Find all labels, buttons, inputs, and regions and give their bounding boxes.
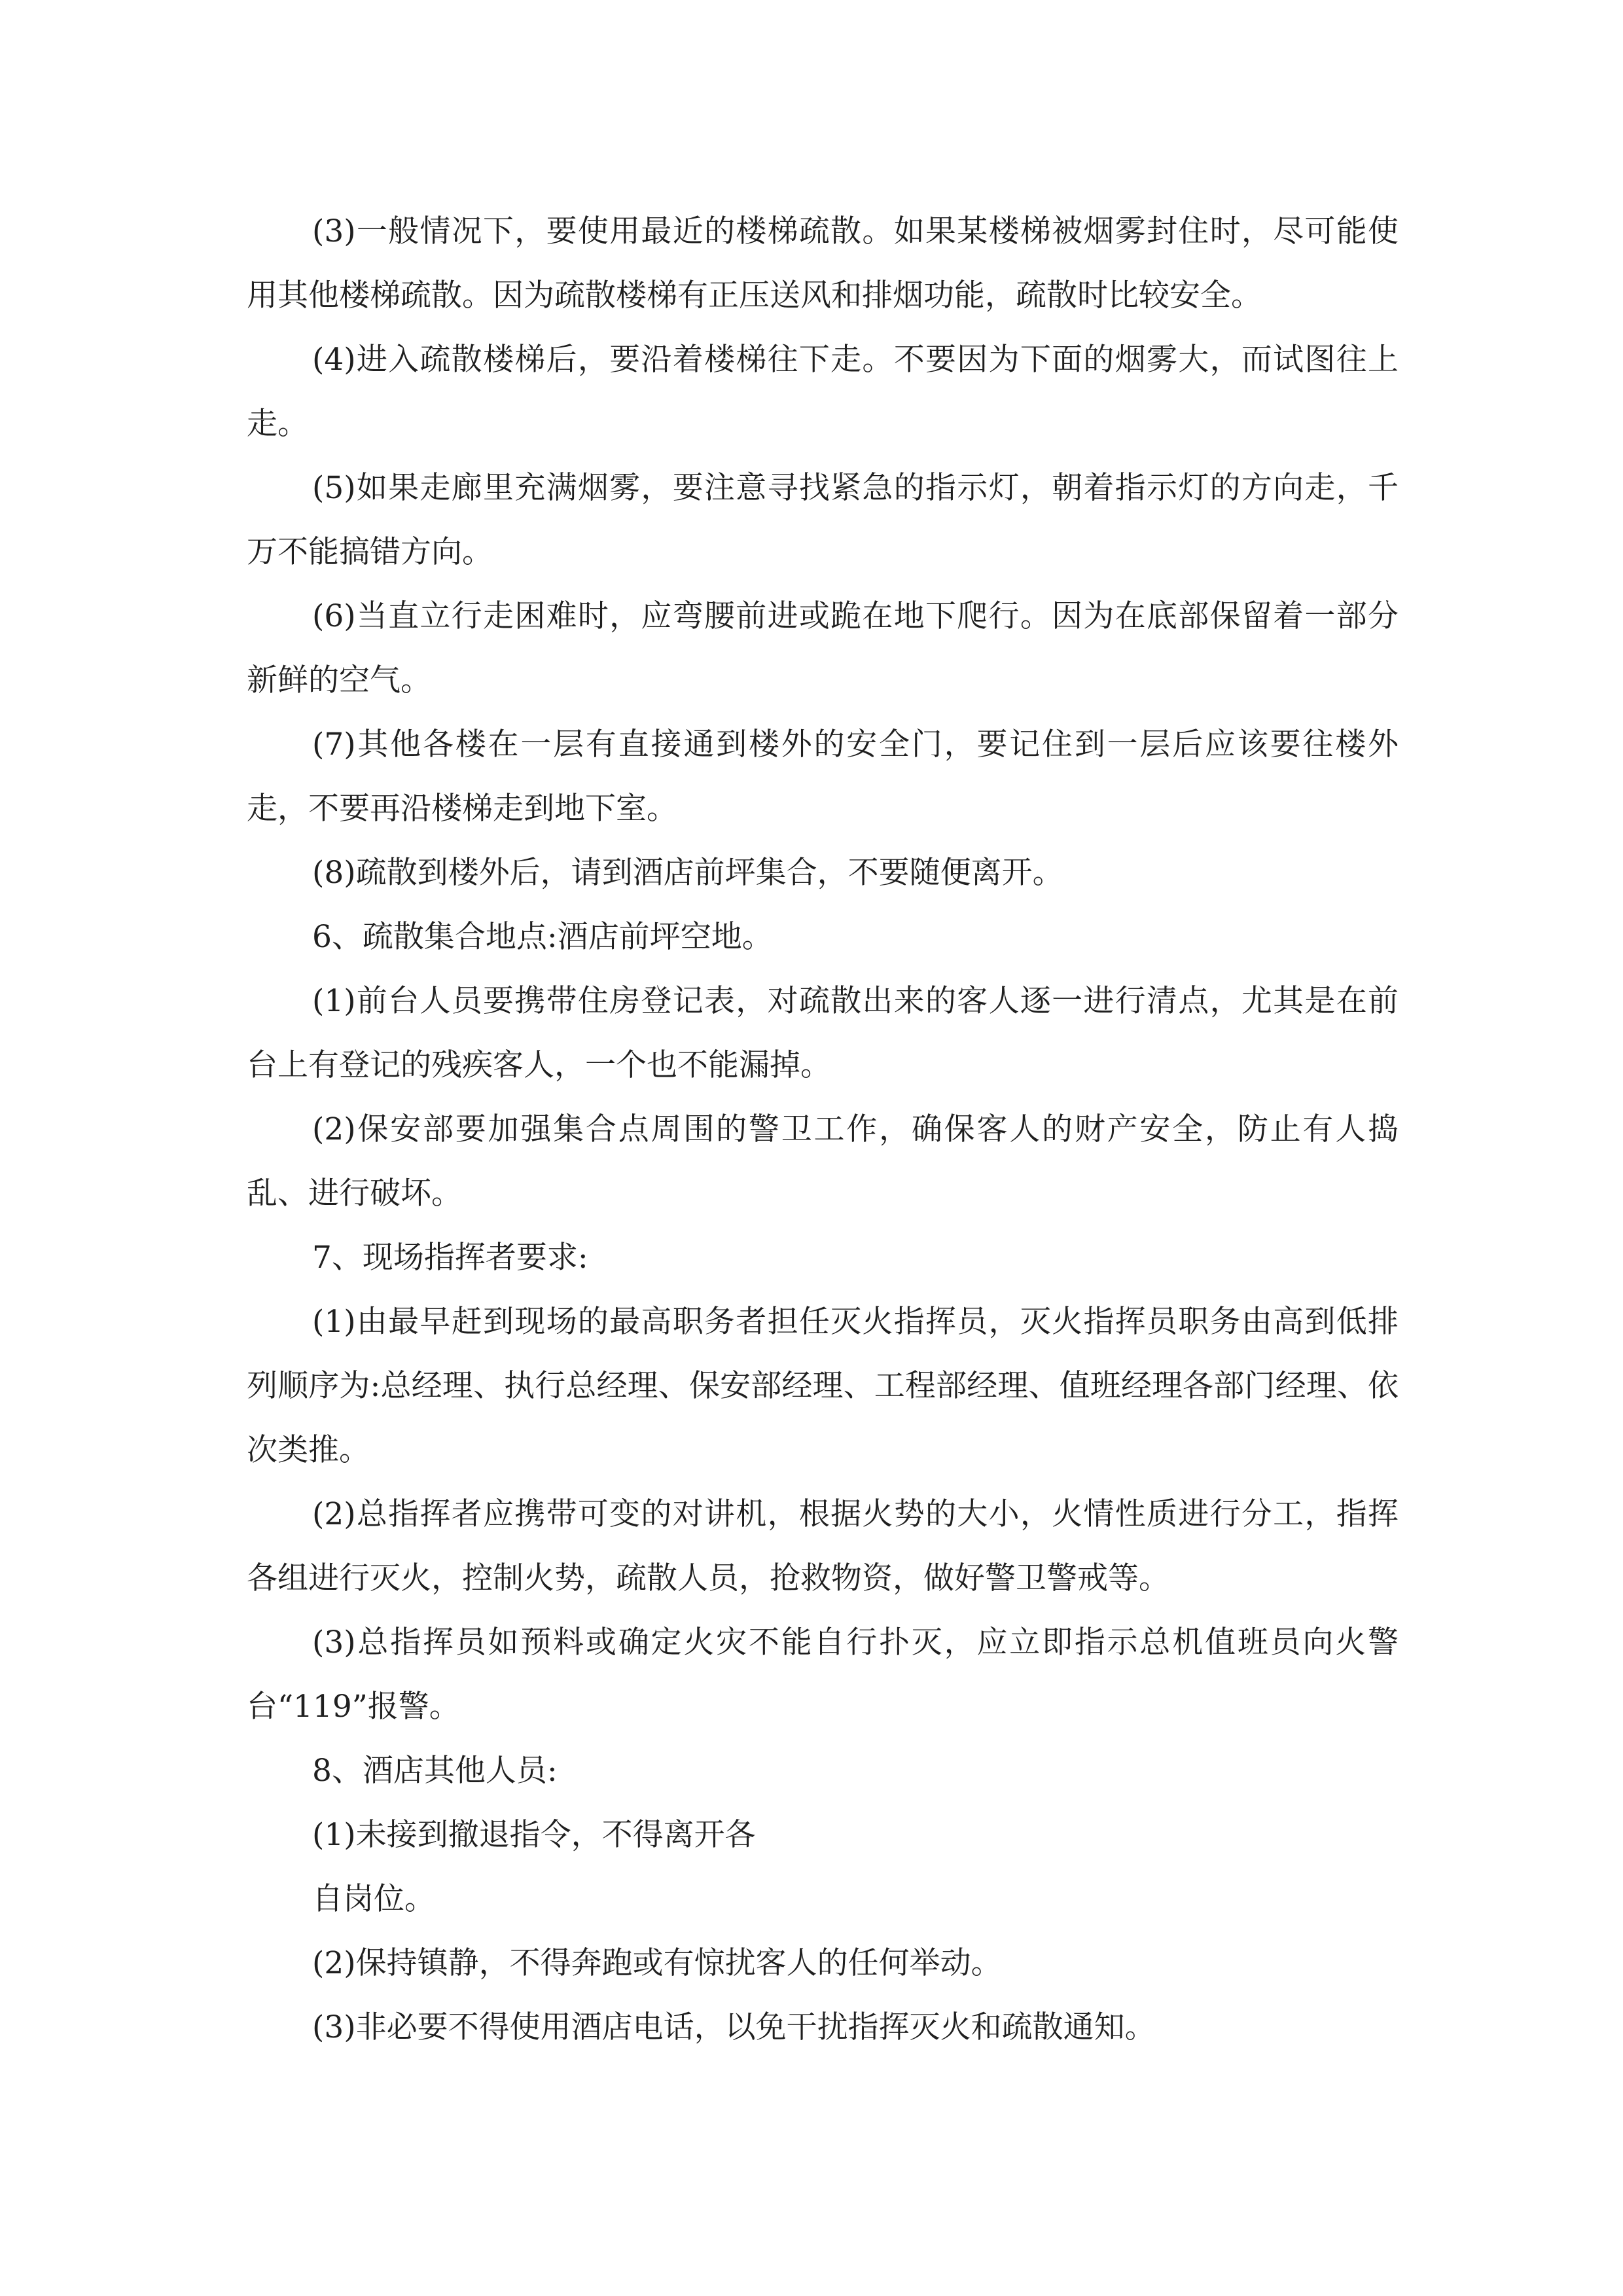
paragraph-gather-outside: (8)疏散到楼外后，请到酒店前坪集合，不要随便离开。 (312, 855, 1063, 891)
paragraph-crawl-low: (6)当直立行走困难时，应弯腰前进或跪在地下爬行。因为在底部保留着一部分新鲜的空气。 (247, 598, 1399, 698)
paragraph-phone-usage: (3)非必要不得使用酒店电话，以免干扰指挥灭火和疏散通知。 (312, 2009, 1156, 2045)
paragraph-stay-at-post-continued: 自岗位。 (312, 1881, 435, 1917)
paragraph-commander-order: (1)由最早赶到现场的最高职务者担任灭火指挥员，灭火指挥员职务由高到低排列顺序为:总经理、执行总经理、保安部经理、工程部经理、值班经理各部门经理、依次类推。 (247, 1304, 1399, 1468)
paragraph-commander-radio: (2)总指挥者应携带可变的对讲机，根据火势的大小，火情性质进行分工，指挥各组进行灭火，控制火势，疏散人员，抢救物资，做好警卫警戒等。 (247, 1496, 1399, 1596)
paragraph-stay-at-post: (1)未接到撤退指令，不得离开各 (312, 1817, 756, 1853)
paragraph-call-119: (3)总指挥员如预料或确定火灾不能自行扑灭，应立即指示总机值班员向火警台“119”报警。 (247, 1624, 1399, 1725)
paragraph-stair-evacuation: (3)一般情况下，要使用最近的楼梯疏散。如果某楼梯被烟雾封住时，尽可能使用其他楼梯疏散。因为疏散楼梯有正压送风和排烟功能，疏散时比较安全。 (247, 213, 1399, 314)
document-body (247, 200, 1399, 2060)
paragraph-safety-door: (7)其他各楼在一层有直接通到楼外的安全门，要记住到一层后应该要往楼外走，不要再沿楼梯走到地下室。 (247, 726, 1399, 827)
paragraph-go-down-stairs: (4)进入疏散楼梯后，要沿着楼梯往下走。不要因为下面的烟雾大，而试图往上走。 (247, 342, 1399, 442)
heading-commander-requirements: 7、现场指挥者要求: (312, 1240, 588, 1276)
paragraph-follow-indicator: (5)如果走廊里充满烟雾，要注意寻找紧急的指示灯，朝着指示灯的方向走，千万不能搞错方向。 (247, 470, 1399, 570)
heading-assembly-point: 6、疏散集合地点:酒店前坪空地。 (312, 919, 773, 955)
paragraph-stay-calm: (2)保持镇静，不得奔跑或有惊扰客人的任何举动。 (312, 1945, 1002, 1981)
heading-other-staff: 8、酒店其他人员: (312, 1753, 558, 1789)
paragraph-front-desk-count: (1)前台人员要携带住房登记表，对疏散出来的客人逐一进行清点，尤其是在前台上有登记的残疾客人，一个也不能漏掉。 (247, 983, 1399, 1083)
paragraph-security-guard: (2)保安部要加强集合点周围的警卫工作，确保客人的财产安全，防止有人捣乱、进行破坏。 (247, 1111, 1399, 1211)
